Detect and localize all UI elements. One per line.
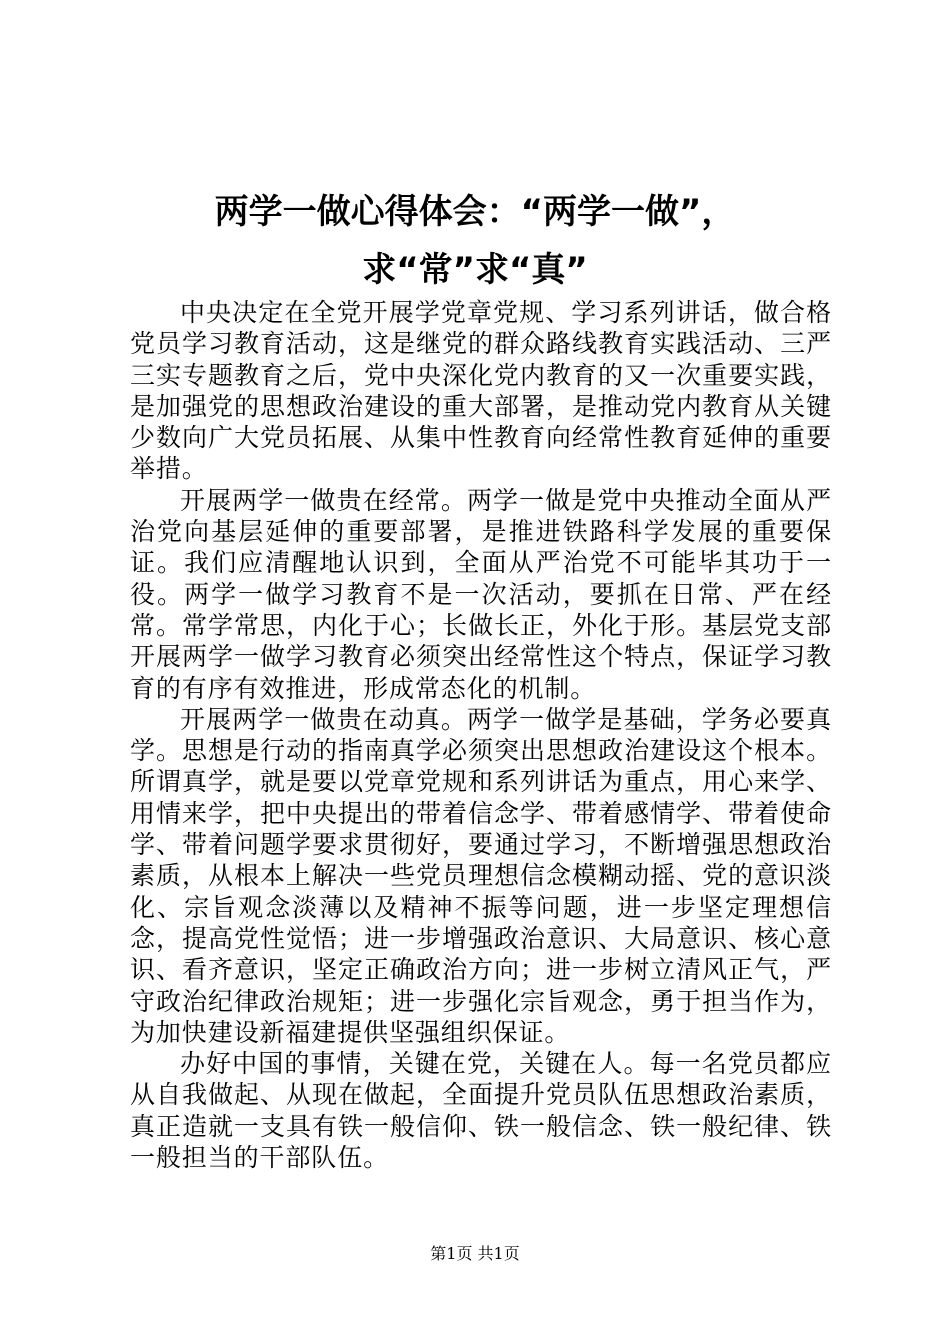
paragraph-3: 开展两学一做贵在动真。两学一做学是基础，学务必要真学。思想是行动的指南真学必须突出思想政治建设这个根本。所谓真学，就是要以党章党规和系列讲话为重点，用心来学、用情来学，把中央提出的带着信念学、带着感情学、带着使命学、带着问题学要求贯彻好，要通过学习，不断增强思想政治素质，从根本上解决一些党员理想信念模糊动摇、党的意识淡化、宗旨观念淡薄以及精神不振等问题，进一步坚定理想信念，提高党性觉悟；进一步增强政治意识、大局意识、核心意识、看齐意识，坚定正确政治方向；进一步树立清风正气，严守政治纪律政治规矩；进一步强化宗旨观念，勇于担当作为，为加快建设新福建提供坚强组织保证。: [130, 704, 832, 1047]
page-footer: 第1页 共1页: [430, 1244, 520, 1263]
paragraph-1: 中央决定在全党开展学党章党规、学习系列讲话，做合格党员学习教育活动，这是继党的群众路线教育实践活动、三严三实专题教育之后，党中央深化党内教育的又一次重要实践，是加强党的思想政治建设的重大部署，是推动党内教育从关键少数向广大党员拓展、从集中性教育向经常性教育延伸的重要举措。: [130, 298, 832, 484]
paragraph-2: 开展两学一做贵在经常。两学一做是党中央推动全面从严治党向基层延伸的重要部署，是推进铁路科学发展的重要保证。我们应清醒地认识到，全面从严治党不可能毕其功于一役。两学一做学习教育不是一次活动，要抓在日常、严在经常。常学常思，内化于心；长做长正，外化于形。基层党支部开展两学一做学习教育必须突出经常性这个特点，保证学习教育的有序有效推进，形成常态化的机制。: [130, 485, 832, 703]
paragraph-4: 办好中国的事情，关键在党，关键在人。每一名党员都应从自我做起、从现在做起，全面提升党员队伍思想政治素质，真正造就一支具有铁一般信仰、铁一般信念、铁一般纪律、铁一般担当的干部队伍。: [130, 1049, 832, 1173]
document-body: [130, 297, 832, 1173]
document-title: 两学一做心得体会：“两学一做”，求“常”求“真”: [214, 192, 736, 290]
